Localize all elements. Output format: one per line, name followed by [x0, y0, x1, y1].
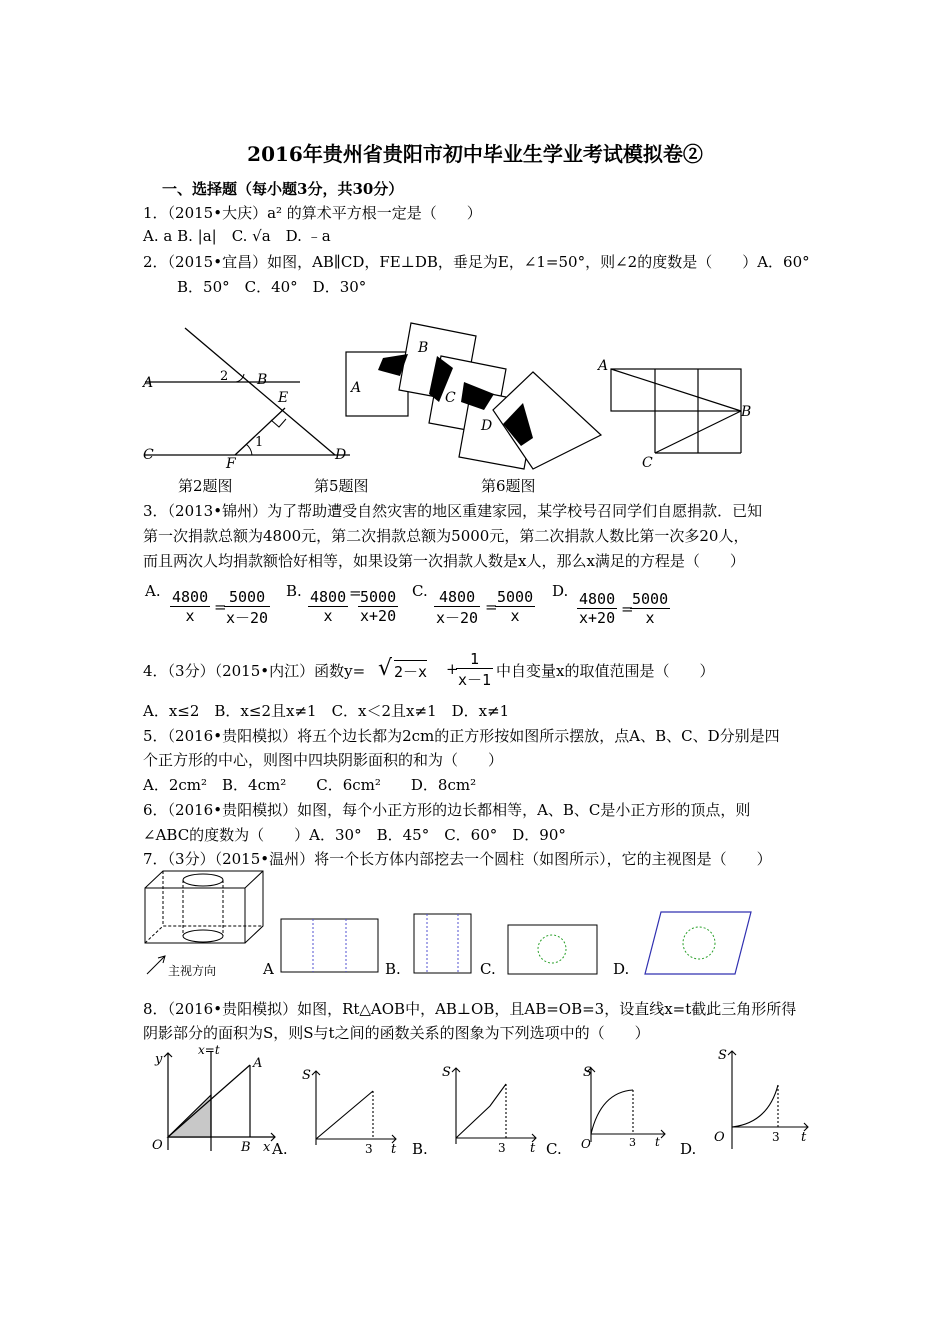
fig2-angle-1: 1	[255, 435, 264, 450]
section-heading: 一、选择题（每小题3分，共30分）	[162, 180, 404, 198]
q4-plus: +	[446, 660, 459, 678]
fig8-label-x: x	[263, 1140, 271, 1155]
svg-text:3: 3	[629, 1136, 636, 1149]
svg-text:S: S	[302, 1068, 311, 1083]
svg-text:3: 3	[498, 1141, 506, 1155]
figure-q5	[343, 320, 603, 470]
q3-b-frac2: $\frac{5000}{x+20}$	[360, 588, 397, 625]
q6-line-1: 6．（2016•贵阳模拟）如图，每个小正方形的边长都相等，A、B、C是小正方形的顶点，则	[143, 801, 751, 819]
q3-label-c: C.	[412, 582, 428, 600]
svg-text:S: S	[583, 1065, 592, 1080]
fig5-label-a: A	[351, 380, 362, 396]
svg-text:O: O	[581, 1137, 591, 1151]
q7-direction-label: 主视方向	[168, 964, 217, 978]
q1-text: 1．（2015•大庆）a² 的算术平方根一定是（ ）	[143, 204, 482, 222]
q7-label-a: A	[263, 960, 274, 978]
caption-fig6: 第6题图	[481, 477, 536, 495]
q7-label-d: D.	[613, 960, 630, 978]
fig8-label-a: A	[253, 1056, 263, 1071]
caption-fig2: 第2题图	[178, 477, 233, 495]
q3-b-frac1: $\frac{4800}{x}$	[310, 588, 347, 625]
q3-label-b: B.	[286, 582, 302, 600]
q7-option-b-figure	[413, 913, 473, 975]
q4-options: A．x≤2 B．x≤2且x≠1 C．x＜2且x≠1 D．x≠1	[143, 702, 510, 720]
q8-line-1: 8．（2016•贵阳模拟）如图，Rt△AOB中，AB⊥OB，且AB=OB=3，设直线x=t截此三角形所得	[143, 1000, 797, 1018]
q8-label-d: D.	[680, 1140, 697, 1158]
fig6-label-a: A	[598, 358, 609, 374]
q4-prefix: 4．（3分）（2015•内江）函数y=	[143, 662, 366, 680]
svg-text:O: O	[714, 1130, 725, 1145]
q8-graph-d	[706, 1045, 811, 1155]
q4-frac: $\frac{1}{x-1}$	[458, 650, 492, 689]
svg-text:3: 3	[772, 1130, 780, 1144]
fig2-label-e: E	[278, 390, 289, 406]
q8-label-b: B.	[412, 1140, 428, 1158]
fig8-label-o: O	[152, 1138, 163, 1153]
q7-label-b: B.	[385, 960, 401, 978]
fig8-label-y: y	[155, 1052, 163, 1067]
q2-text: 2．（2015•宜昌）如图，AB∥CD，FE⊥DB，垂足为E，∠1=50°，则∠2的度数是（ ）A．60°	[143, 253, 810, 271]
svg-text:t: t	[655, 1135, 660, 1149]
fig5-label-c: C	[445, 390, 456, 406]
q3-a-frac2: $\frac{5000}{x-20}$	[226, 588, 269, 627]
fig8-label-xt: x=t	[198, 1043, 220, 1057]
q8-graph-c	[573, 1062, 668, 1152]
svg-text:S: S	[718, 1048, 727, 1063]
q8-label-c: C.	[546, 1140, 562, 1158]
fig2-label-c: C	[143, 447, 154, 463]
q7-option-c-figure	[507, 924, 599, 976]
q3-c-frac2: $\frac{5000}{x}$	[497, 588, 534, 625]
figure-q6	[595, 355, 755, 473]
fig8-label-b: B	[241, 1140, 251, 1155]
q2-options: B．50° C．40° D．30°	[177, 278, 367, 296]
q5-line-2: 个正方形的中心，则图中四块阴影面积的和为（ ）	[143, 751, 504, 769]
svg-text:t: t	[391, 1142, 397, 1157]
fig5-label-b: B	[418, 340, 429, 356]
q3-c-frac1: $\frac{4800}{x-20}$	[436, 588, 479, 627]
q3-a-frac1: $\frac{4800}{x}$	[172, 588, 209, 625]
fig2-angle-2: 2	[220, 369, 229, 384]
q3-line-1: 3．（2013•锦州）为了帮助遭受自然灾害的地区重建家园，某学校号召同学们自愿捐款．已知	[143, 502, 763, 520]
figure-q8-triangle	[143, 1045, 278, 1155]
fig5-label-d: D	[481, 418, 493, 434]
q5-line-1: 5．（2016•贵阳模拟）将五个边长都为2cm的正方形按如图所示摆放，点A、B、C、D分别是四	[143, 727, 780, 745]
svg-text:t: t	[801, 1130, 807, 1145]
q8-line-2: 阴影部分的面积为S，则S与t之间的函数关系的图象为下列选项中的（ ）	[143, 1024, 650, 1042]
figure-q2	[140, 320, 355, 470]
fig6-label-b: B	[741, 404, 752, 420]
q3-d-frac1: $\frac{4800}{x+20}$	[579, 590, 616, 627]
q8-graph-b	[438, 1062, 538, 1156]
caption-fig5: 第5题图	[314, 477, 369, 495]
q3-label-d: D.	[552, 582, 569, 600]
q3-label-a: A.	[145, 582, 161, 600]
q4-radicand: 2－x	[394, 660, 427, 682]
page-title: 2016年贵州省贵阳市初中毕业生学业考试模拟卷②	[247, 142, 703, 166]
q3-line-2: 第一次捐款总额为4800元，第二次捐款总额为5000元，第二次捐款人数比第一次多20人，	[143, 527, 749, 545]
fig2-label-a: A	[143, 375, 154, 391]
q4-suffix: 中自变量x的取值范围是（ ）	[496, 662, 715, 680]
q3-d-frac2: $\frac{5000}{x}$	[632, 590, 669, 627]
fig2-label-d: D	[335, 447, 347, 463]
svg-text:t: t	[530, 1141, 536, 1156]
q7-label-c: C.	[480, 960, 496, 978]
svg-text:3: 3	[365, 1142, 373, 1156]
q8-label-a: A.	[272, 1140, 288, 1158]
q3-line-3: 而且两次人均捐款额恰好相等，如果设第一次捐款人数是x人，那么x满足的方程是（ ）	[143, 552, 745, 570]
svg-text:S: S	[442, 1065, 451, 1080]
q6-line-2: ∠ABC的度数为（ ）A．30° B．45° C．60° D．90°	[143, 826, 566, 844]
q7-text: 7．（3分）（2015•温州）将一个长方体内部挖去一个圆柱（如图所示），它的主视图是（ ）	[143, 850, 772, 868]
q7-option-d-figure	[643, 910, 753, 976]
q7-option-a-figure	[280, 918, 380, 974]
fig2-label-b: B	[257, 372, 268, 388]
fig6-label-c: C	[642, 455, 653, 471]
q1-options: A. a B. |a| C. √a D. ﹣a	[143, 227, 331, 245]
q5-options: A．2cm² B．4cm² C．6cm² D．8cm²	[143, 776, 477, 794]
fig2-label-f: F	[226, 456, 236, 472]
q8-graph-a	[298, 1065, 398, 1155]
